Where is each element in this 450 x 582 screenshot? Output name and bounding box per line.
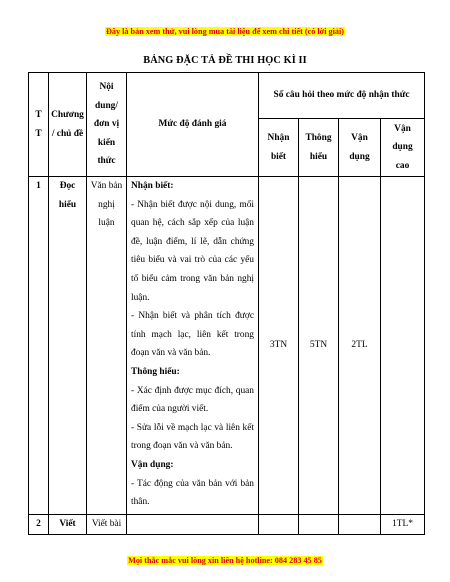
header-socau: Số câu hỏi theo mức độ nhận thức <box>259 73 425 119</box>
hotline-banner <box>0 556 450 565</box>
header-tt: TT <box>29 73 49 177</box>
row-vandung-count <box>339 515 381 535</box>
level-thonghieu-item: - Xác định được mục đích, quan điểm của người viết. <box>131 385 254 415</box>
page-title: BẢNG ĐẶC TẢ ĐỀ THI HỌC KÌ II <box>143 55 307 66</box>
level-nhanbiet-item: - Nhận biết và phân tích được tính mạch lạc, liên kết trong đoạn văn và văn bản. <box>131 311 254 359</box>
row-noidung: Viết bài <box>87 515 127 535</box>
row-tt: 2 <box>29 515 49 535</box>
row-thonghieu-count: 5TN <box>299 177 339 515</box>
row-vandung-count: 2TL <box>339 177 381 515</box>
preview-banner-text: Đây là bản xem thử, vui lòng mua tài liệu để xem chi tiết (có lời giải) <box>105 27 344 36</box>
header-vandungcao: Vận dụng cao <box>381 119 425 177</box>
level-thonghieu-item: - Sửa lỗi về mạch lạc và liên kết trong đoạn văn và văn bản. <box>131 422 254 452</box>
level-vandung-item: - Tác động của văn bản với bản thân. <box>131 478 254 508</box>
row-chuong: Viết <box>49 515 87 535</box>
header-nhanbiet: Nhận biết <box>259 119 299 177</box>
row-vandungcao-count: 1TL* <box>381 515 425 535</box>
row-nhanbiet-count: 3TN <box>259 177 299 515</box>
row-tt: 1 <box>29 177 49 515</box>
spec-table <box>28 72 425 535</box>
table-row <box>29 177 425 515</box>
header-thonghieu: Thông hiểu <box>299 119 339 177</box>
row-mucdo <box>127 515 259 535</box>
level-nhanbiet-item: - Nhận biết được nội dung, mối quan hệ, cách sắp xếp của luận đề, luận điểm, lí lẽ, dẫn chứng tiêu biểu và vai trò của các yếu tố biểu cảm trong văn bản nghị luận. <box>131 199 254 303</box>
row-mucdo <box>127 177 259 515</box>
header-mucdo: Mức độ đánh giá <box>127 73 259 177</box>
preview-banner <box>0 27 450 36</box>
row-vandungcao-count <box>381 177 425 515</box>
row-nhanbiet-count <box>259 515 299 535</box>
level-vandung-heading: Vận dụng: <box>131 459 174 470</box>
row-thonghieu-count <box>299 515 339 535</box>
level-nhanbiet-heading: Nhận biết: <box>131 181 174 191</box>
table-row <box>29 515 425 535</box>
header-noidung: Nội dung/ đơn vị kiến thức <box>87 73 127 177</box>
row-chuong: Đọc hiểu <box>49 177 87 515</box>
row-noidung: Văn bản nghị luận <box>87 177 127 515</box>
header-chuong: Chương / chủ đề <box>49 73 87 177</box>
level-thonghieu-heading: Thông hiểu: <box>131 366 180 377</box>
header-vandung: Vận dụng <box>339 119 381 177</box>
hotline-banner-text: Mọi thắc mắc vui lòng xin liên hệ hotline: 084 283 45 85 <box>128 556 322 565</box>
